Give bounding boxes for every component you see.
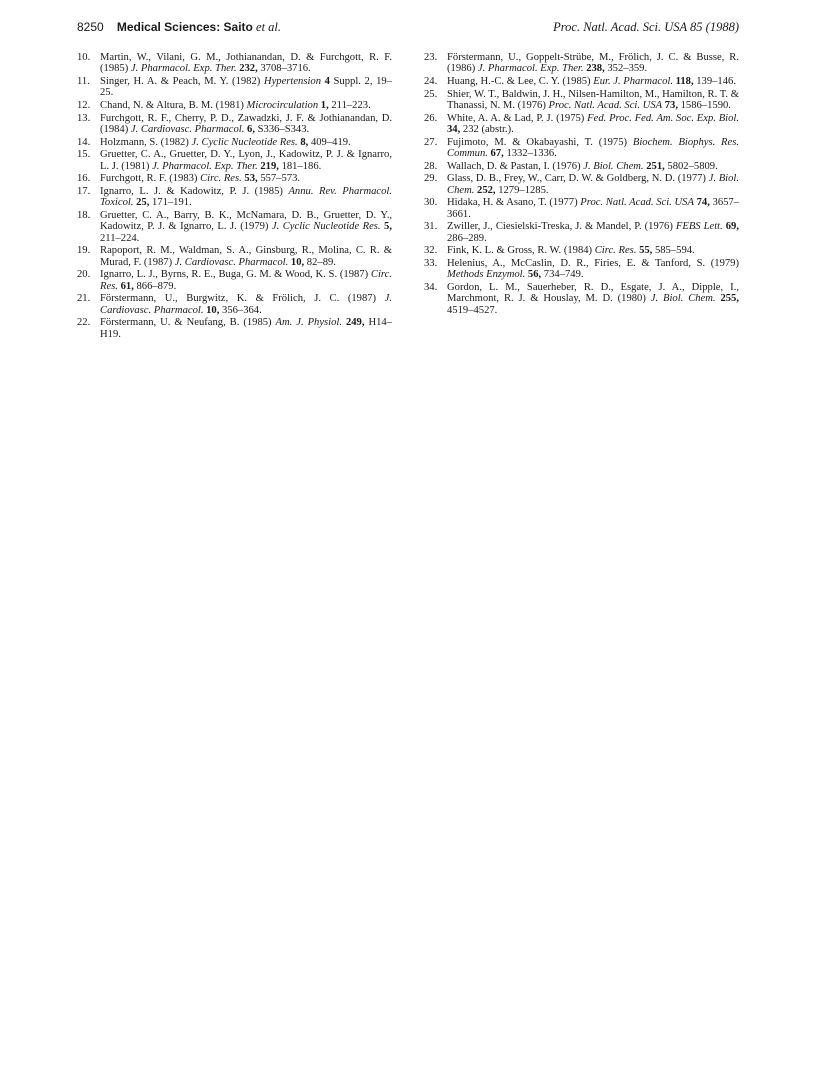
reference-pages: 585–594. [652, 245, 695, 257]
reference-item [77, 269, 392, 292]
reference-pages: 5802–5809. [664, 160, 718, 172]
reference-journal: Circ. Res. [594, 245, 637, 257]
references-right-column [424, 52, 739, 317]
reference-pages: 171–191. [149, 197, 192, 209]
reference-authors: Huang, H.-C. & Lee, C. Y. (1985) [447, 75, 594, 87]
reference-number: 27. [424, 136, 438, 148]
reference-number: 10. [77, 52, 91, 63]
journal-citation: Proc. Natl. Acad. Sci. USA 85 (1988) [553, 20, 739, 34]
reference-pages: 3708–3716. [257, 63, 311, 75]
reference-authors: Holzmann, S. (1982) [100, 136, 192, 148]
reference-journal: J. Biol. Chem. [447, 173, 739, 196]
reference-journal: Proc. Natl. Acad. Sci. USA [548, 99, 663, 111]
reference-number: 31. [424, 221, 438, 233]
reference-item [77, 245, 392, 268]
reference-volume: 6, [244, 123, 255, 135]
reference-item [77, 149, 392, 172]
reference-item [424, 197, 739, 220]
reference-journal: Annu. Rev. Pharmacol. Toxicol. [100, 186, 392, 209]
reference-authors: Furchgott, R. F. (1983) [100, 173, 201, 185]
reference-authors: Martin, W., Vilani, G. M., Jothianandan, D. & Furchgott, R. F. (1985) [100, 52, 392, 75]
reference-journal: J. Biol. Chem. [583, 160, 644, 172]
reference-authors: Shier, W. T., Baldwin, J. H., Nilsen-Hamilton, M., Hamilton, R. T. & Thanassi, N. M. (1976) [447, 88, 739, 111]
reference-authors: Chand, N. & Altura, B. M. (1981) [100, 99, 247, 111]
reference-volume: 238, [583, 63, 605, 75]
reference-journal: Am. J. Physiol. [275, 317, 342, 329]
reference-volume: 55, [636, 245, 653, 257]
reference-journal: J. Cardiovasc. Pharmacol. [100, 293, 392, 316]
reference-number: 19. [77, 245, 91, 257]
references-left-column [77, 52, 392, 341]
reference-pages: 1279–1285. [495, 184, 549, 196]
reference-number: 12. [77, 99, 91, 111]
reference-item [424, 221, 739, 244]
header-left [77, 20, 281, 35]
reference-item [424, 89, 739, 112]
page-number: 8250 [77, 20, 104, 34]
reference-authors: Furchgott, R. F., Cherry, P. D., Zawadzki, J. F. & Jothianandan, D. (1984) [100, 112, 392, 135]
reference-journal: Eur. J. Pharmacol. [593, 75, 673, 87]
reference-number: 25. [424, 88, 438, 100]
reference-item [77, 317, 392, 340]
reference-journal: Microcirculation [246, 99, 319, 111]
reference-volume: 5, [380, 221, 392, 233]
reference-item [77, 137, 392, 148]
reference-number: 18. [77, 209, 91, 221]
page-header [77, 20, 739, 38]
reference-authors: Förstermann, U., Goppelt-Strübe, M., Frölich, J. C. & Busse, R. (1986) [447, 52, 739, 75]
reference-volume: 118, [672, 75, 694, 87]
reference-number: 14. [77, 136, 91, 148]
reference-number: 15. [77, 149, 91, 161]
reference-pages: 181–186. [278, 160, 322, 172]
reference-item [424, 282, 739, 316]
reference-volume: 10, [203, 304, 220, 316]
reference-pages: 3657–3661. [447, 197, 740, 220]
reference-volume: 252, [474, 184, 496, 196]
reference-journal: J. Cardiovasc. Pharmacol. [174, 256, 289, 268]
reference-pages: 232 (abstr.). [460, 123, 514, 135]
reference-volume: 232, [236, 63, 258, 75]
reference-pages: 557–573. [257, 173, 301, 185]
reference-authors: Fujimoto, M. & Okabayashi, T. (1975) [447, 136, 633, 148]
reference-journal: J. Pharmacol. Exp. Ther. [477, 63, 584, 75]
reference-number: 13. [77, 112, 91, 124]
reference-journal: Fed. Proc. Fed. Am. Soc. Exp. Biol. [587, 112, 739, 124]
reference-item [77, 100, 392, 111]
reference-pages: S336–S343. [254, 123, 310, 135]
reference-pages: 139–146. [693, 75, 736, 87]
reference-item [77, 52, 392, 75]
reference-number: 16. [77, 173, 91, 185]
reference-journal: Methods Enzymol. [447, 269, 526, 281]
reference-item [77, 186, 392, 209]
reference-volume: 56, [525, 269, 542, 281]
reference-authors: Förstermann, U. & Neufang, B. (1985) [100, 317, 276, 329]
reference-item [77, 173, 392, 184]
section-etal: et al. [252, 20, 282, 34]
reference-number: 22. [77, 317, 91, 329]
reference-pages: 866–879. [133, 280, 177, 292]
reference-number: 17. [77, 186, 91, 197]
reference-authors: Gruetter, C. A., Gruetter, D. Y., Lyon, J., Kadowitz, P. J. & Ignarro, L. J. (1981) [100, 149, 392, 172]
reference-item [424, 258, 739, 281]
reference-journal: J. Biol. Chem. [650, 293, 716, 305]
reference-number: 24. [424, 75, 438, 87]
reference-volume: 53, [241, 173, 258, 185]
reference-pages: 82–89. [304, 256, 336, 268]
reference-pages: 1586–1590. [677, 99, 731, 111]
reference-volume: 69, [722, 221, 739, 233]
reference-authors: Ignarro, L. J., Byrns, R. E., Buga, G. M. & Wood, K. S. (1987) [100, 269, 371, 281]
reference-volume: 251, [643, 160, 665, 172]
reference-number: 20. [77, 269, 91, 281]
reference-pages: Suppl. 2, 19–25. [100, 75, 392, 99]
section-title: Medical Sciences: Saito [116, 20, 253, 34]
reference-journal: Circ. Res. [100, 269, 392, 292]
reference-pages: 286–289. [447, 232, 487, 244]
reference-number: 30. [424, 197, 438, 209]
reference-volume: 4 [321, 75, 330, 87]
reference-pages: 409–419. [308, 136, 351, 148]
reference-number: 29. [424, 173, 438, 185]
reference-journal: Circ. Res. [200, 173, 242, 185]
reference-pages: 1332–1336. [503, 147, 557, 159]
reference-volume: 1, [318, 99, 329, 111]
reference-volume: 10, [288, 256, 305, 268]
reference-number: 34. [424, 281, 438, 293]
reference-volume: 249, [342, 317, 365, 329]
reference-pages: 352–359. [604, 63, 648, 75]
reference-authors: Hidaka, H. & Asano, T. (1977) [447, 197, 581, 209]
reference-item [424, 173, 739, 196]
reference-number: 21. [77, 293, 91, 305]
reference-journal: Proc. Natl. Acad. Sci. USA [580, 197, 694, 209]
reference-journal: J. Cyclic Nucleotide Res. [191, 136, 298, 148]
reference-journal: J. Pharmacol. Exp. Ther. [152, 160, 258, 172]
reference-number: 33. [424, 257, 438, 269]
reference-authors: Rapoport, R. M., Waldman, S. A., Ginsburg, R., Molina, C. R. & Murad, F. (1987) [100, 245, 392, 268]
reference-journal: Hypertension [263, 75, 321, 87]
reference-number: 32. [424, 245, 438, 257]
reference-volume: 219, [257, 160, 279, 172]
reference-number: 23. [424, 52, 438, 63]
reference-journal: FEBS Lett. [675, 221, 723, 233]
reference-volume: 25, [133, 197, 150, 209]
reference-pages: H14–H19. [100, 317, 392, 340]
reference-authors: Singer, H. A. & Peach, M. Y. (1982) [100, 75, 264, 87]
reference-item [77, 76, 392, 99]
reference-authors: White, A. A. & Lad, P. J. (1975) [447, 112, 588, 124]
reference-item [424, 113, 739, 136]
reference-volume: 61, [117, 280, 134, 292]
reference-journal: J. Cardiovasc. Pharmacol. [130, 123, 245, 135]
reference-item [424, 76, 739, 87]
reference-journal: J. Cyclic Nucleotide Res. [271, 221, 381, 233]
reference-authors: Wallach, D. & Pastan, I. (1976) [447, 160, 584, 172]
reference-volume: 8, [297, 136, 309, 148]
reference-authors: Förstermann, U., Burgwitz, K. & Frölich, J. C. (1987) [100, 293, 385, 305]
reference-authors: Fink, K. L. & Gross, R. W. (1984) [447, 245, 595, 257]
reference-authors: Zwiller, J., Ciesielski-Treska, J. & Mandel, P. (1976) [447, 221, 676, 233]
reference-authors: Gruetter, C. A., Barry, B. K., McNamara, D. B., Gruetter, D. Y., Kadowitz, P. J. & Ignarro, L. J. (1979) [100, 209, 392, 233]
reference-number: 28. [424, 160, 438, 172]
reference-volume: 73, [662, 99, 678, 111]
reference-item [77, 210, 392, 244]
reference-item [77, 113, 392, 136]
reference-item [424, 161, 739, 172]
reference-volume: 34, [447, 123, 461, 135]
reference-volume: 67, [487, 147, 504, 159]
reference-authors: Glass, D. B., Frey, W., Carr, D. W. & Goldberg, N. D. (1977) [447, 173, 709, 185]
reference-pages: 4519–4527. [447, 304, 498, 316]
reference-pages: 734–749. [541, 269, 584, 281]
reference-number: 11. [77, 75, 90, 87]
reference-authors: Gordon, L. M., Sauerheber, R. D., Esgate, J. A., Dipple, I., Marchmont, R. J. & Houslay, M. D. (1980) [447, 281, 739, 305]
reference-item [424, 245, 739, 256]
reference-pages: 211–224. [100, 232, 140, 244]
reference-item [424, 52, 739, 75]
reference-authors: Ignarro, L. J. & Kadowitz, P. J. (1985) [100, 186, 289, 197]
reference-number: 26. [424, 112, 438, 124]
reference-item [424, 137, 739, 160]
reference-volume: 74, [693, 197, 710, 209]
reference-authors: Helenius, A., McCaslin, D. R., Firies, E. & Tanford, S. (1979) [447, 257, 739, 269]
reference-journal: J. Pharmacol. Exp. Ther. [130, 63, 237, 75]
reference-item [77, 293, 392, 316]
reference-volume: 255, [715, 293, 739, 305]
reference-pages: 211–223. [328, 99, 371, 111]
reference-pages: 356–364. [219, 304, 262, 316]
reference-journal: Biochem. Biophys. Res. Commun. [447, 136, 739, 159]
